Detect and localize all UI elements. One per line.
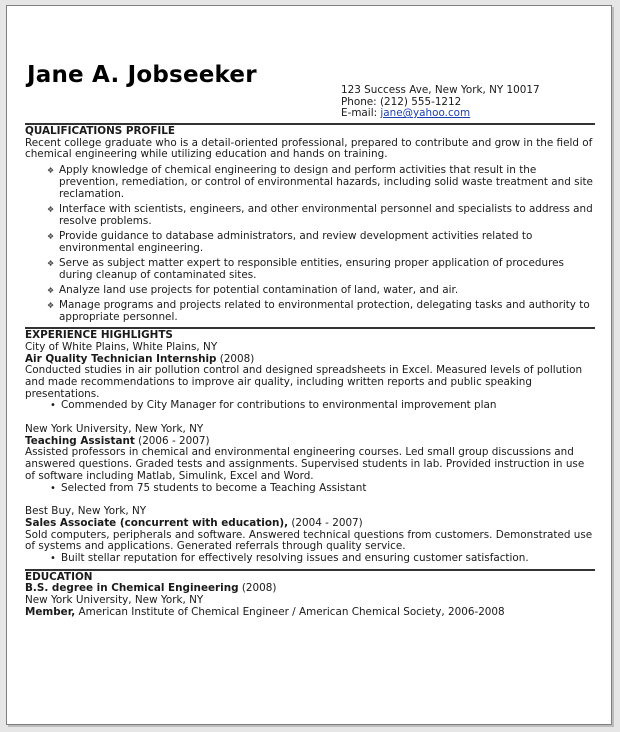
resume-body (25, 123, 595, 619)
qualifications-list (25, 165, 595, 323)
job-highlights (25, 400, 595, 412)
job-employer: Best Buy, New York, NY (25, 505, 147, 518)
list-item: • Built stellar reputation for effectively resolving issues and ensuring customer satisfaction. (50, 552, 529, 565)
list-item: • Commended by City Manager for contributions to environmental improvement plan (50, 399, 497, 412)
diamond-bullet-icon: ❖ (47, 204, 55, 214)
list-item: ❖ Analyze land use projects for potential contamination of land, water, and air. (47, 283, 459, 296)
list-item: ❖ Provide guidance to database administrators, and review development activities related to environmental engineering. (47, 229, 533, 254)
diamond-bullet-icon: ❖ (47, 301, 55, 311)
member-text: American Institute of Chemical Engineer / American Chemical Society, 2006-2008 (75, 605, 505, 618)
job-dates: (2006 - 2007) (134, 434, 210, 447)
list-item: • Selected from 75 students to become a Teaching Assistant (50, 481, 367, 494)
job-description: Conducted studies in air pollution control and designed spreadsheets in Excel. Measured levels of pollution and made recommendations to improve air quality, including written reports and public speaking presentations. (25, 364, 583, 400)
job-entry (25, 342, 595, 412)
job-role: Sales Associate (concurrent with education), (25, 516, 289, 529)
job-dates: (2008) (216, 352, 255, 365)
section-divider (25, 569, 595, 571)
membership-line (25, 607, 595, 619)
candidate-name: Jane A. Jobseeker (27, 62, 257, 88)
email-label: E-mail: (341, 107, 381, 120)
phone: Phone: (212) 555-1212 (341, 95, 462, 108)
job-title-line (25, 518, 595, 530)
dot-bullet-icon: • (50, 553, 56, 565)
job-entry (25, 506, 595, 565)
resume-page (6, 5, 612, 725)
member-label: Member, (25, 605, 76, 618)
job-dates: (2004 - 2007) (288, 516, 363, 529)
diamond-bullet-icon: ❖ (47, 258, 55, 268)
job-employer: New York University, New York, NY (25, 423, 204, 436)
dot-bullet-icon: • (50, 400, 56, 412)
degree: B.S. degree in Chemical Engineering (25, 582, 239, 595)
diamond-bullet-icon: ❖ (47, 166, 55, 176)
job-entry (25, 424, 595, 494)
list-item: ❖ Interface with scientists, engineers, and other environmental personnel and specialists to address and resolve problems. (47, 202, 593, 227)
qualifications-title: QUALIFICATIONS PROFILE (25, 125, 176, 137)
email-line (341, 108, 540, 120)
job-description: Assisted professors in chemical and environmental engineering courses. Led small group discussions and answered questions. Graded tests and assignments. Supervised students in lab. Provided instruction in use of software including Matlab, Simulink, Excel and Word. (25, 446, 585, 482)
job-role: Teaching Assistant (25, 434, 135, 447)
diamond-bullet-icon: ❖ (47, 231, 55, 241)
job-highlights (25, 553, 595, 565)
job-description: Sold computers, peripherals and software. Answered technical questions from customers. Demonstrated use of systems and applications. Generated referrals through quality service. (25, 528, 593, 553)
email-link[interactable]: jane@yahoo.com (380, 107, 471, 120)
qualifications-summary: Recent college graduate who is a detail-oriented professional, prepared to contribute and grow in the field of chemical engineering while utilizing education and hands on training. (25, 136, 593, 161)
job-employer: City of White Plains, White Plains, NY (25, 340, 218, 353)
degree-year: (2008) (238, 582, 277, 595)
dot-bullet-icon: • (50, 482, 56, 494)
address: 123 Success Ave, New York, NY 10017 (341, 84, 540, 96)
list-item: ❖ Apply knowledge of chemical engineering to design and perform activities that result in the prevention, remediation, or control of environmental hazards, including solid waste treatment and site reclamation. (47, 164, 593, 200)
education-title: EDUCATION (25, 570, 93, 583)
list-item: ❖ Serve as subject matter expert to responsible entities, ensuring proper application of procedures during cleanup of contaminated sites. (47, 256, 564, 281)
contact-block (341, 85, 540, 120)
experience-title: EXPERIENCE HIGHLIGHTS (25, 329, 173, 342)
list-item: ❖ Manage programs and projects related to environmental protection, delegating tasks and authority to appropriate personnel. (47, 299, 590, 323)
school: New York University, New York, NY (25, 594, 204, 607)
job-highlights (25, 483, 595, 495)
job-role: Air Quality Technician Internship (25, 352, 217, 365)
diamond-bullet-icon: ❖ (47, 285, 55, 295)
